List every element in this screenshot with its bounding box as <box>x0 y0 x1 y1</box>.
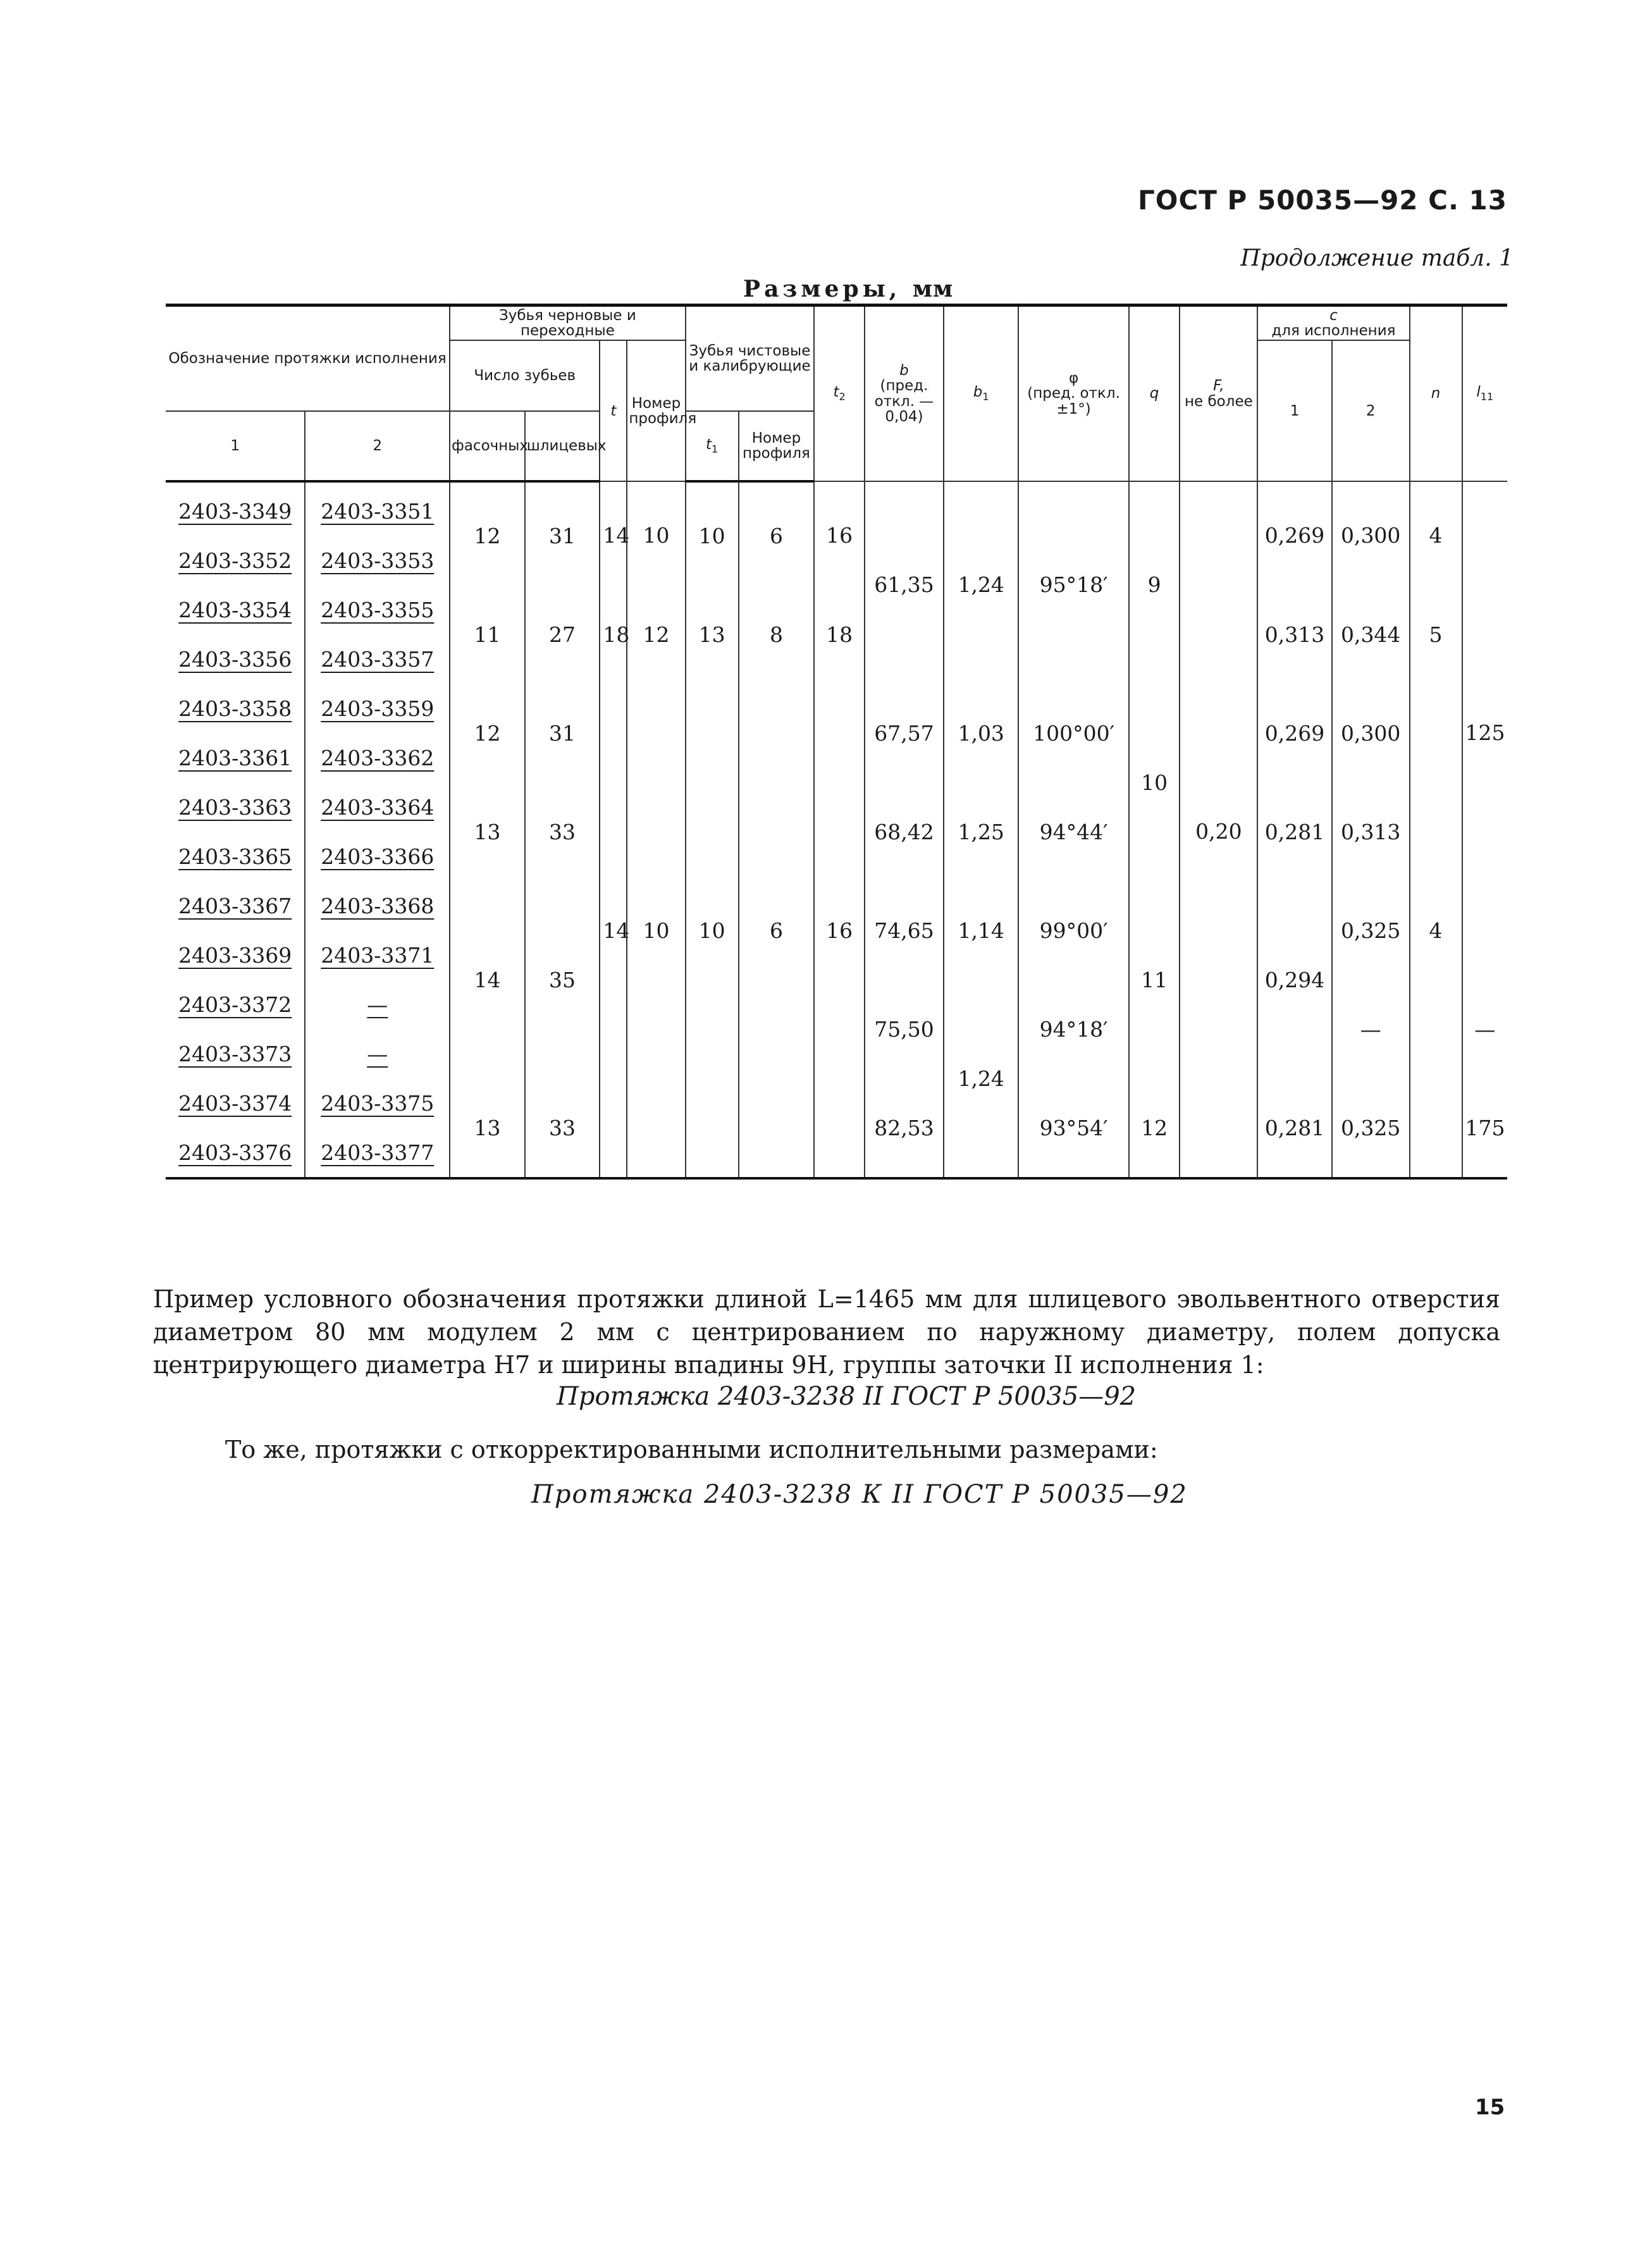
value-cell: 8 <box>739 585 815 684</box>
designation-cell: 2403-3355 <box>305 585 450 634</box>
value-cell: 10 <box>1129 684 1180 881</box>
designation-cell: — <box>305 980 450 1029</box>
designation-cell: 2403-3369 <box>166 930 305 980</box>
value-cell: 0,269 <box>1257 481 1332 585</box>
designation-cell: 2403-3357 <box>305 634 450 684</box>
designation-cell: 2403-3353 <box>305 536 450 585</box>
col-profile-1: Номер профиля <box>627 340 685 481</box>
value-cell: 0,344 <box>1332 585 1410 684</box>
value-cell: 6 <box>739 481 815 585</box>
col-rough-teeth: Зубья черновые и переходные <box>450 305 686 341</box>
example-paragraph: Пример условного обозначения протяжки длиной L=1465 мм для шлицевого эвольвентного отверстия диаметром 80 мм модулем 2 мм с центрированием по наружному диаметру, полем допуска центрирующего диаметра Н7 и ширины впадины 9Н, группы заточки II исполнения 1: <box>153 1285 1500 1379</box>
value-cell: 10 <box>627 481 685 585</box>
designation-cell: 2403-3372 <box>166 980 305 1029</box>
value-cell: 16 <box>814 684 865 1178</box>
designation-cell: 2403-3365 <box>166 832 305 881</box>
table-continuation: Продолжение табл. 1 <box>1240 245 1514 271</box>
designation-cell: 2403-3371 <box>305 930 450 980</box>
value-cell: 14 <box>450 881 525 1078</box>
value-cell: 27 <box>525 585 600 684</box>
designation-cell: 2403-3354 <box>166 585 305 634</box>
value-cell: 95°18′ <box>1018 481 1128 684</box>
col-c: c для исполнения <box>1257 305 1409 341</box>
value-cell: 33 <box>525 782 600 881</box>
value-cell: 0,313 <box>1332 782 1410 881</box>
value-cell: 18 <box>814 585 865 684</box>
value-cell: 0,325 <box>1332 1078 1410 1178</box>
designation-cell: 2403-3356 <box>166 634 305 684</box>
value-cell: 12 <box>627 585 685 684</box>
col-teeth-count: Число зубьев <box>450 340 600 411</box>
value-cell: 1,24 <box>944 481 1019 684</box>
col-c-1: 1 <box>1257 340 1332 481</box>
value-cell: 5 <box>1410 585 1462 684</box>
table-row <box>166 481 1507 536</box>
value-cell: 4 <box>1410 684 1462 1178</box>
value-cell: 10 <box>686 684 739 1178</box>
value-cell: 31 <box>525 481 600 585</box>
value-cell: 13 <box>450 1078 525 1178</box>
value-cell: 33 <box>525 1078 600 1178</box>
col-F: F, не более <box>1180 305 1257 482</box>
designation-example-1: Протяжка 2403-3238 II ГОСТ Р 50035—92 <box>557 1382 1137 1411</box>
value-cell: 12 <box>450 481 525 585</box>
value-cell: 61,35 <box>865 481 944 684</box>
value-cell: 175 <box>1462 1078 1508 1178</box>
value-cell: 93°54′ <box>1018 1078 1128 1178</box>
value-cell: 10 <box>627 684 685 1178</box>
value-cell: — <box>1462 980 1508 1078</box>
col-c-2: 2 <box>1332 340 1410 481</box>
col-t2: $t_2$ <box>814 305 865 482</box>
corrected-sizes-paragraph: То же, протяжки с откорректированными исполнительными размерами: <box>225 1436 1158 1464</box>
col-b: b (пред. откл. —0,04) <box>865 305 944 482</box>
value-cell: 16 <box>814 481 865 585</box>
table-row <box>166 684 1507 733</box>
value-cell: 1,03 <box>944 684 1019 782</box>
value-cell: 94°18′ <box>1018 980 1128 1078</box>
designation-cell: 2403-3364 <box>305 782 450 832</box>
value-cell: 94°44′ <box>1018 782 1128 881</box>
col-spline: шлицевых <box>525 411 600 481</box>
designation-cell: 2403-3373 <box>166 1029 305 1078</box>
designation-cell: 2403-3352 <box>166 536 305 585</box>
designation-cell: 2403-3363 <box>166 782 305 832</box>
designation-cell: 2403-3351 <box>305 481 450 536</box>
value-cell: 18 <box>600 585 627 684</box>
value-cell: 99°00′ <box>1018 881 1128 980</box>
value-cell: 14 <box>600 481 627 585</box>
value-cell: 0,325 <box>1332 881 1410 980</box>
col-b1: $b_1$ <box>944 305 1019 482</box>
broach-dimensions-table <box>166 304 1507 1180</box>
value-cell: 1,14 <box>944 881 1019 980</box>
page-number: 15 <box>1475 2095 1505 2120</box>
designation-cell: 2403-3376 <box>166 1128 305 1178</box>
col-designation-1: 1 <box>166 411 305 481</box>
designation-cell: 2403-3359 <box>305 684 450 733</box>
designation-cell: 2403-3361 <box>166 733 305 782</box>
designation-cell: 2403-3374 <box>166 1078 305 1128</box>
value-cell: 12 <box>450 684 525 782</box>
value-cell: 0,300 <box>1332 481 1410 585</box>
value-cell: 68,42 <box>865 782 944 881</box>
col-finish-teeth: Зубья чистовые и калибрующие <box>686 305 815 412</box>
value-cell: 14 <box>600 684 627 1178</box>
value-cell: 82,53 <box>865 1078 944 1178</box>
value-cell: 11 <box>450 585 525 684</box>
designation-cell: — <box>305 1029 450 1078</box>
value-cell: 0,281 <box>1257 1078 1332 1178</box>
designation-cell: 2403-3377 <box>305 1128 450 1178</box>
value-cell: 0,313 <box>1257 585 1332 684</box>
value-cell: 0,300 <box>1332 684 1410 782</box>
designation-cell: 2403-3362 <box>305 733 450 782</box>
col-q: q <box>1129 305 1180 482</box>
value-cell: 4 <box>1410 481 1462 585</box>
col-designation-2: 2 <box>305 411 450 481</box>
value-cell: 6 <box>739 684 815 1178</box>
value-cell: — <box>1332 980 1410 1078</box>
value-cell: 13 <box>450 782 525 881</box>
designation-cell: 2403-3375 <box>305 1078 450 1128</box>
table-row <box>166 585 1507 634</box>
units-label: Размеры, мм <box>743 276 954 302</box>
value-cell: 0,269 <box>1257 684 1332 782</box>
col-t1: $t_1$ <box>686 411 739 481</box>
designation-cell: 2403-3366 <box>305 832 450 881</box>
col-designation: Обозначение протяжки исполнения <box>166 305 450 412</box>
value-cell: 1,25 <box>944 782 1019 881</box>
value-cell: 67,57 <box>865 684 944 782</box>
designation-cell: 2403-3367 <box>166 881 305 930</box>
value-cell: 11 <box>1129 881 1180 1078</box>
value-cell: 74,65 <box>865 881 944 980</box>
value-cell: 100°00′ <box>1018 684 1128 782</box>
designation-cell: 2403-3349 <box>166 481 305 536</box>
value-cell: 12 <box>1129 1078 1180 1178</box>
value-cell: 0,281 <box>1257 782 1332 881</box>
value-cell: 0,294 <box>1257 881 1332 1078</box>
value-cell: 35 <box>525 881 600 1078</box>
value-cell: 75,50 <box>865 980 944 1078</box>
col-faceted: фасочных <box>450 411 525 481</box>
document-header: ГОСТ Р 50035—92 С. 13 <box>1137 185 1507 216</box>
value-cell: 1,24 <box>944 980 1019 1178</box>
value-cell: 31 <box>525 684 600 782</box>
col-phi: φ (пред. откл. ±1°) <box>1018 305 1128 482</box>
value-cell: 10 <box>686 481 739 585</box>
value-cell: 0,20 <box>1180 481 1257 1178</box>
designation-example-2: Протяжка 2403-3238 К II ГОСТ Р 50035—92 <box>531 1480 1188 1509</box>
value-cell: 125 <box>1462 481 1508 980</box>
designation-cell: 2403-3358 <box>166 684 305 733</box>
col-l11: $l_{11}$ <box>1462 305 1508 482</box>
col-t: t <box>600 340 627 481</box>
col-n: n <box>1410 305 1462 482</box>
col-profile-2: Номер профиля <box>739 411 815 481</box>
value-cell: 9 <box>1129 481 1180 684</box>
designation-cell: 2403-3368 <box>305 881 450 930</box>
value-cell: 13 <box>686 585 739 684</box>
